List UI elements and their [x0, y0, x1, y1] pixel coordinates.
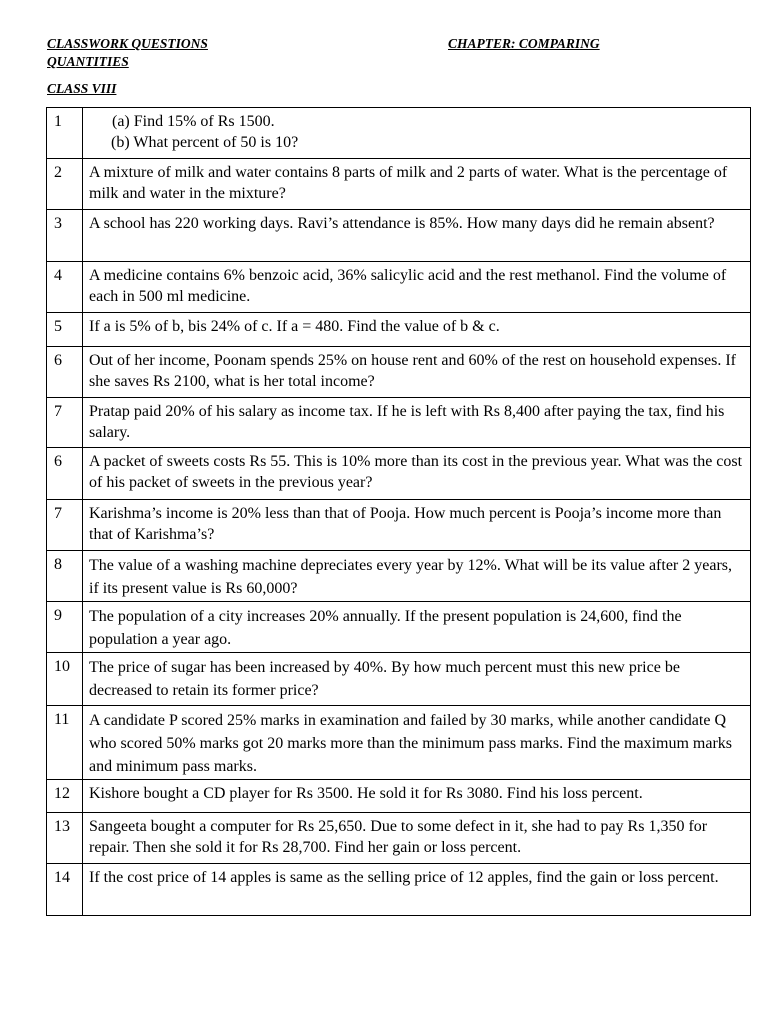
question-number: 12 [47, 780, 83, 813]
question-number: 11 [47, 706, 83, 780]
question-number: 3 [47, 210, 83, 262]
question-text: The value of a washing machine depreciates every year by 12%. What will be its value after 2 years, if its present value is Rs 60,000? [83, 551, 751, 602]
question-number: 14 [47, 864, 83, 916]
question-row [47, 108, 751, 159]
chapter-title: CHAPTER: COMPARING [448, 36, 600, 51]
question-row [47, 398, 751, 448]
question-text: A packet of sweets costs Rs 55. This is 10% more than its cost in the previous year. What was the cost of his packet of sweets in the previous year? [83, 448, 751, 500]
question-row [47, 262, 751, 313]
question-row [47, 210, 751, 262]
question-text: Pratap paid 20% of his salary as income tax. If he is left with Rs 8,400 after paying the tax, find his salary. [83, 398, 751, 448]
question-row [47, 347, 751, 398]
question-text: A school has 220 working days. Ravi’s attendance is 85%. How many days did he remain absent? [83, 210, 751, 262]
question-number: 2 [47, 159, 83, 210]
question-text: If a is 5% of b, bis 24% of c. If a = 480. Find the value of b & c. [83, 313, 751, 347]
question-row [47, 780, 751, 813]
question-number: 5 [47, 313, 83, 347]
question-text: Sangeeta bought a computer for Rs 25,650. Due to some defect in it, she had to pay Rs 1,350 for repair. Then she sold it for Rs 28,700. Find her gain or loss percent. [83, 813, 751, 864]
question-row [47, 706, 751, 780]
question-text: A candidate P scored 25% marks in examination and failed by 30 marks, while another candidate Q who scored 50% marks got 20 marks more than the minimum pass marks. Find the maximum marks and minimum pass marks. [83, 706, 751, 780]
question-row [47, 864, 751, 916]
question-number: 10 [47, 653, 83, 706]
question-number: 1 [47, 108, 83, 159]
question-number: 8 [47, 551, 83, 602]
question-text: Karishma’s income is 20% less than that of Pooja. How much percent is Pooja’s income more than that of Karishma’s? [83, 500, 751, 551]
question-text: A medicine contains 6% benzoic acid, 36% salicylic acid and the rest methanol. Find the volume of each in 500 ml medicine. [83, 262, 751, 313]
question-text: The population of a city increases 20% annually. If the present population is 24,600, find the population a year ago. [83, 602, 751, 653]
question-part-b: (b) What percent of 50 is 10? [111, 134, 299, 151]
question-number: 7 [47, 398, 83, 448]
question-number: 13 [47, 813, 83, 864]
question-row [47, 551, 751, 602]
question-row [47, 602, 751, 653]
question-row [47, 813, 751, 864]
chapter-title-continued: QUANTITIES [47, 54, 129, 69]
question-row [47, 159, 751, 210]
question-row [47, 313, 751, 347]
question-number: 9 [47, 602, 83, 653]
question-number: 6 [47, 448, 83, 500]
question-row [47, 500, 751, 551]
worksheet-title: CLASSWORK QUESTIONS [47, 36, 208, 51]
question-row [47, 448, 751, 500]
question-text: Kishore bought a CD player for Rs 3500. He sold it for Rs 3080. Find his loss percent. [83, 780, 751, 813]
question-text [83, 108, 751, 159]
question-number: 7 [47, 500, 83, 551]
question-text: If the cost price of 14 apples is same as the selling price of 12 apples, find the gain or loss percent. [83, 864, 751, 916]
question-row [47, 653, 751, 706]
question-number: 4 [47, 262, 83, 313]
question-text: The price of sugar has been increased by 40%. By how much percent must this new price be decreased to retain its former price? [83, 653, 751, 706]
question-part-a: (a) Find 15% of Rs 1500. [112, 113, 275, 130]
question-number: 6 [47, 347, 83, 398]
question-text: Out of her income, Poonam spends 25% on house rent and 60% of the rest on household expenses. If she saves Rs 2100, what is her total income? [83, 347, 751, 398]
question-text: A mixture of milk and water contains 8 parts of milk and 2 parts of water. What is the percentage of milk and water in the mixture? [83, 159, 751, 210]
questions-table [46, 107, 751, 916]
class-label: CLASS VIII [47, 81, 117, 96]
